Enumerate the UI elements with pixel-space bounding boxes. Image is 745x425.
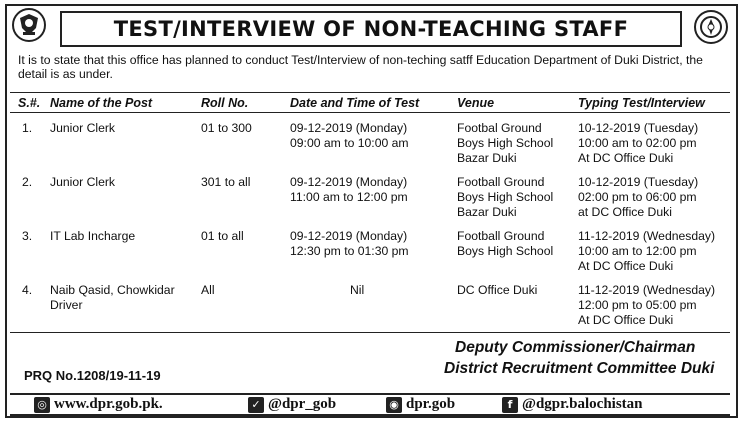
footer-website[interactable]: [34, 396, 163, 413]
row-venue-line: Boys High School: [457, 190, 554, 204]
row-sno: 1.: [22, 121, 33, 135]
signature-title: Deputy Commissioner/Chairman: [455, 339, 696, 356]
row-typing-line: 12:00 pm to 05:00 pm: [578, 298, 697, 312]
table-top-rule: [10, 92, 730, 93]
row-venue-line: Boys High School: [457, 244, 554, 258]
row-date: 09-12-2019 (Monday): [290, 175, 408, 189]
row-venue-line: Bazar Duki: [457, 205, 517, 219]
district-emblem-logo: [12, 8, 46, 42]
intro-paragraph: It is to state that this office has planned to conduct Test/Interview of non-teching satff Education Department of Duki District, the detail is as under.: [18, 53, 703, 81]
footer-bar: [10, 393, 730, 416]
row-typing-line: At DC Office Duki: [578, 151, 674, 165]
instagram-handle[interactable]: dpr.gob: [406, 396, 456, 412]
row-typing-line: 10-12-2019 (Tuesday): [578, 121, 699, 135]
row-post-line2: Driver: [50, 298, 83, 312]
row-post: Naib Qasid, Chowkidar: [50, 283, 175, 297]
row-typing-line: 10:00 am to 02:00 pm: [578, 136, 697, 150]
table-header-rule: [10, 112, 730, 113]
website-link[interactable]: www.dpr.gob.pk.: [54, 396, 163, 412]
header-date: Date and Time of Test: [290, 96, 420, 110]
row-typing-line: 11-12-2019 (Wednesday): [578, 283, 716, 297]
row-venue-line: Footbal Ground: [457, 121, 542, 135]
globe-icon: ◎: [34, 397, 50, 413]
row-typing-line: At DC Office Duki: [578, 259, 674, 273]
table-bottom-rule: [10, 332, 730, 333]
instagram-icon: ◉: [386, 397, 402, 413]
twitter-handle[interactable]: @dpr_gob: [268, 396, 337, 412]
twitter-icon: ✓: [248, 397, 264, 413]
row-roll: 01 to all: [201, 229, 244, 243]
row-venue-line: Football Ground: [457, 229, 545, 243]
government-seal-logo: [694, 10, 728, 44]
row-sno: 3.: [22, 229, 33, 243]
page-title: TEST/INTERVIEW OF NON-TEACHING STAFF: [60, 11, 682, 47]
row-date: 09-12-2019 (Monday): [290, 121, 408, 135]
row-typing-line: 02:00 pm to 06:00 pm: [578, 190, 697, 204]
header-typing: Typing Test/Interview: [578, 96, 705, 110]
row-roll: 301 to all: [201, 175, 251, 189]
row-sno: 4.: [22, 283, 33, 297]
header-sno: S.#.: [18, 96, 41, 110]
row-sno: 2.: [22, 175, 33, 189]
facebook-handle[interactable]: @dgpr.balochistan: [522, 396, 643, 412]
footer-facebook[interactable]: [502, 396, 643, 413]
facebook-icon: f: [502, 397, 518, 413]
row-post: Junior Clerk: [50, 175, 116, 189]
row-time: 09:00 am to 10:00 am: [290, 136, 409, 150]
row-post: Junior Clerk: [50, 121, 116, 135]
row-typing-line: At DC Office Duki: [578, 313, 674, 327]
footer-instagram[interactable]: [386, 396, 455, 413]
row-time: 12:30 pm to 01:30 pm: [290, 244, 409, 258]
row-venue-line: Football Ground: [457, 175, 545, 189]
row-typing-line: 10-12-2019 (Tuesday): [578, 175, 699, 189]
header-post: Name of the Post: [50, 96, 153, 110]
footer-twitter[interactable]: [248, 396, 336, 413]
row-venue-line: Bazar Duki: [457, 151, 517, 165]
signature-committee: District Recruitment Committee Duki: [444, 360, 715, 377]
header-roll: Roll No.: [201, 96, 249, 110]
row-date: 09-12-2019 (Monday): [290, 229, 408, 243]
prq-number: PRQ No.1208/19-11-19: [24, 368, 161, 383]
row-roll: 01 to 300: [201, 121, 252, 135]
row-venue-line: DC Office Duki: [457, 283, 538, 297]
row-venue-line: Boys High School: [457, 136, 554, 150]
row-time: 11:00 am to 12:00 pm: [290, 190, 408, 204]
header-venue: Venue: [457, 96, 495, 110]
row-typing-line: 10:00 am to 12:00 pm: [578, 244, 697, 258]
row-typing-line: 11-12-2019 (Wednesday): [578, 229, 716, 243]
row-roll: All: [201, 283, 215, 297]
row-typing-line: at DC Office Duki: [578, 205, 672, 219]
row-date: Nil: [350, 283, 365, 297]
row-post: IT Lab Incharge: [50, 229, 136, 243]
